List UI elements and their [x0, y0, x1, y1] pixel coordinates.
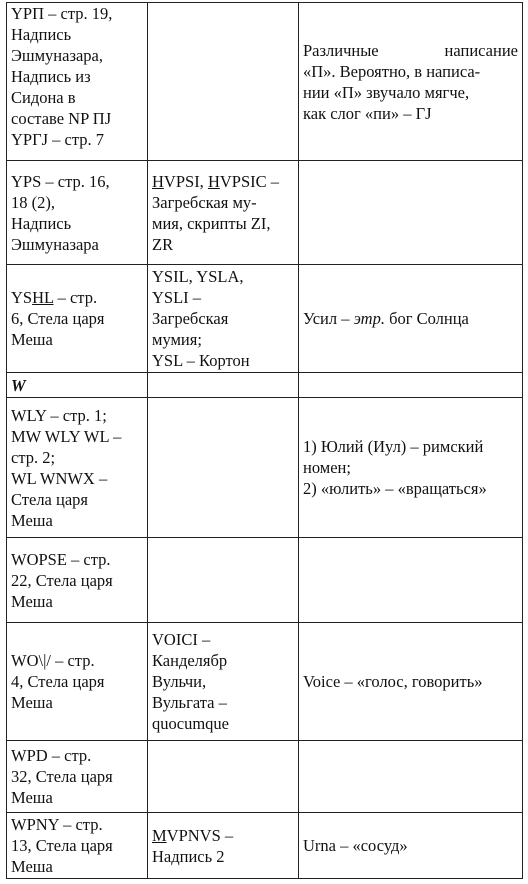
cell-parallel: HVPSI, HVPSIC – Загребская му- мия, скрипты ZI, ZR	[148, 161, 299, 265]
cell-interpretation	[299, 373, 523, 398]
cell-interpretation: Voice – «голос, говорить»	[299, 623, 523, 741]
cell-inscription: WPNY – стр. 13, Стела царя Меша	[7, 813, 148, 879]
cell-inscription: YPS – стр. 16, 18 (2), Надпись Эшмуназара	[7, 161, 148, 265]
cell-parallel: VOICI – Канделябр Вульчи, Вульгата – quocumque	[148, 623, 299, 741]
cell-interpretation	[299, 538, 523, 623]
cell-parallel: MVPNVS – Надпись 2	[148, 813, 299, 879]
cell-interpretation: 1) Юлий (Иул) – римский номен; 2) «юлить» – «вращаться»	[299, 398, 523, 538]
cell-inscription: WO\|/ – стр. 4, Стела царя Меша	[7, 623, 148, 741]
cell-interpretation	[299, 161, 523, 265]
cell-inscription: WPD – стр. 32, Стела царя Меша	[7, 741, 148, 813]
cell-inscription: WLY – стр. 1; MW WLY WL – стр. 2; WL WNWX – Стела царя Меша	[7, 398, 148, 538]
lexicon-table	[6, 2, 523, 879]
cell-interpretation	[299, 741, 523, 813]
cell-parallel: YSIL, YSLA, YSLI – Загребская мумия; YSL – Кортон	[148, 265, 299, 373]
cell-parallel	[148, 398, 299, 538]
cell-inscription: YSHL – стр. 6, Стела царя Меша	[7, 265, 148, 373]
section-row	[7, 373, 523, 398]
section-heading: W	[7, 373, 148, 398]
cell-parallel	[148, 538, 299, 623]
cell-inscription: WOPSE – стр. 22, Стела царя Меша	[7, 538, 148, 623]
table-row	[7, 538, 523, 623]
table-row	[7, 741, 523, 813]
table-row	[7, 623, 523, 741]
cell-interpretation: Различные написание «П». Вероятно, в написа- нии «П» звучало мягче, как слог «пи» – ГJ	[299, 3, 523, 161]
cell-parallel	[148, 373, 299, 398]
cell-parallel	[148, 3, 299, 161]
table-row	[7, 265, 523, 373]
cell-interpretation: Усил – этр. бог Солнца	[299, 265, 523, 373]
table-row	[7, 813, 523, 879]
table-row	[7, 3, 523, 161]
cell-inscription: YPП – стр. 19, Надпись Эшмуназара, Надпись из Сидона в составе NP ПJ YPГJ – стр. 7	[7, 3, 148, 161]
cell-interpretation: Urna – «сосуд»	[299, 813, 523, 879]
table-row	[7, 398, 523, 538]
table-row	[7, 161, 523, 265]
cell-parallel	[148, 741, 299, 813]
